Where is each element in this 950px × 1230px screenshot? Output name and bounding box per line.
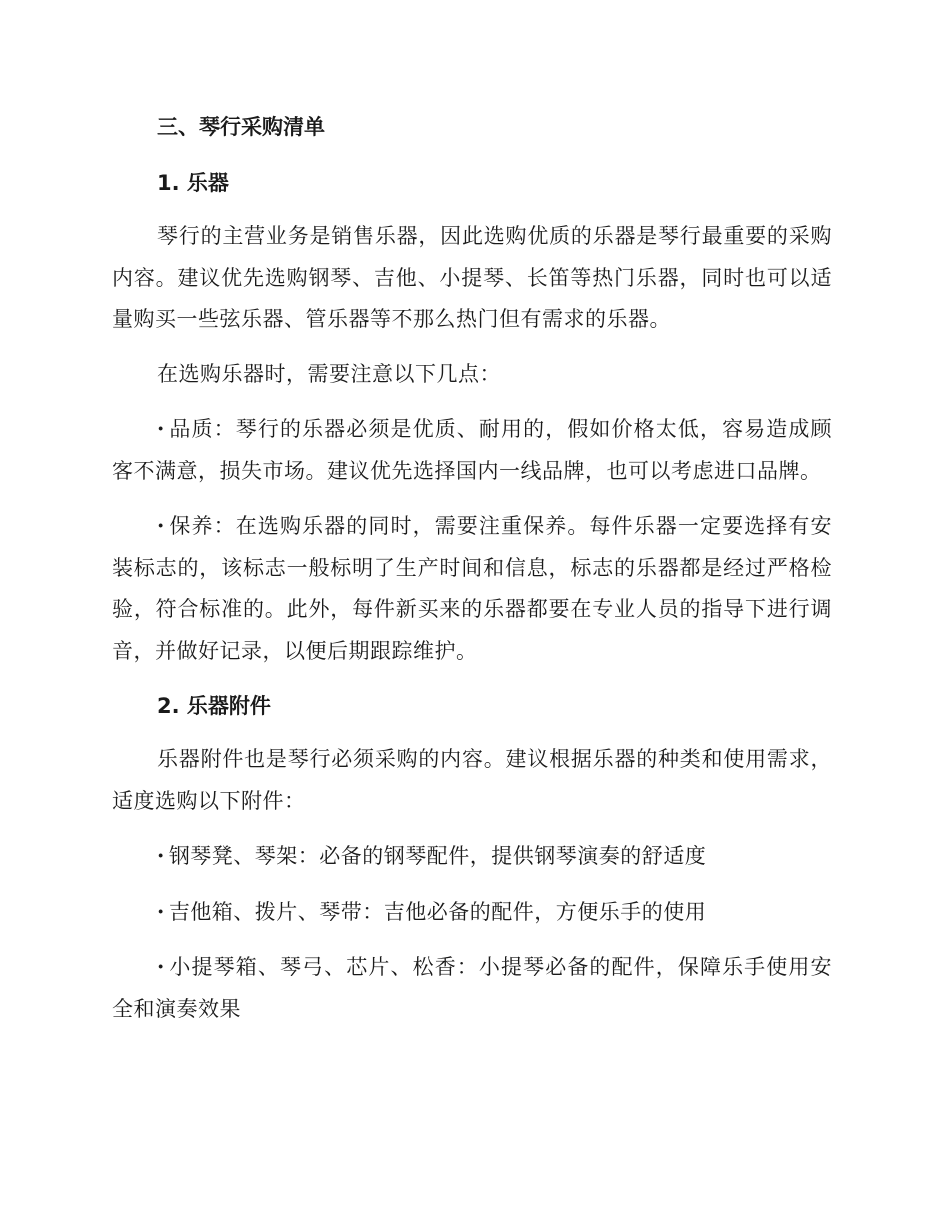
bullet-dot: · — [157, 513, 165, 538]
paragraph-notes-lead: 在选购乐器时，需要注意以下几点： — [157, 361, 501, 386]
bullet-text: 钢琴凳、琴架：必备的钢琴配件，提供钢琴演奏的舒适度 — [168, 844, 707, 868]
subsection-title-instruments: 1. 乐器 — [157, 171, 229, 195]
bullet-text: 吉他箱、拨片、琴带：吉他必备的配件，方便乐手的使用 — [168, 899, 707, 924]
bullet-dot: · — [157, 416, 165, 441]
bullet-text: 小提琴箱、琴弓、芯片、松香：小提琴必备的配件，保障乐手使用安全和演奏效果 — [112, 955, 832, 1021]
section-title: 三、琴行采购清单 — [157, 115, 325, 139]
paragraph-instruments-intro: 琴行的主营业务是销售乐器，因此选购优质的乐器是琴行最重要的采购内容。建议优先选购钢琴、吉他、小提琴、长笛等热门乐器，同时也可以适量购买一些弦乐器、管乐器等不那么热门但有需求的乐器。 — [112, 224, 832, 331]
bullet-text: 品质：琴行的乐器必须是优质、耐用的，假如价格太低，容易造成顾客不满意，损失市场。建议优先选择国内一线品牌，也可以考虑进口品牌。 — [112, 417, 832, 483]
bullet-dot: · — [157, 843, 165, 868]
bullet-item-piano-accessories — [112, 835, 832, 878]
bullet-text: 保养：在选购乐器的同时，需要注重保养。每件乐器一定要选择有安装标志的，该标志一般标明了生产时间和信息，标志的乐器都是经过严格检验，符合标准的。此外，每件新买来的乐器都要在专业人员的指导下进行调音，并做好记录，以便后期跟踪维护。 — [112, 514, 832, 663]
subsection-title-accessories: 2. 乐器附件 — [157, 694, 271, 718]
bullet-item-guitar-accessories — [112, 891, 832, 934]
bullet-item-quality — [112, 408, 832, 492]
document-body — [112, 106, 832, 1043]
bullet-dot: · — [157, 954, 165, 979]
bullet-item-violin-accessories — [112, 946, 832, 1030]
paragraph-accessories-intro: 乐器附件也是琴行必须采购的内容。建议根据乐器的种类和使用需求，适度选购以下附件： — [112, 747, 832, 813]
bullet-dot: · — [157, 898, 165, 924]
bullet-item-maintenance — [112, 505, 832, 672]
